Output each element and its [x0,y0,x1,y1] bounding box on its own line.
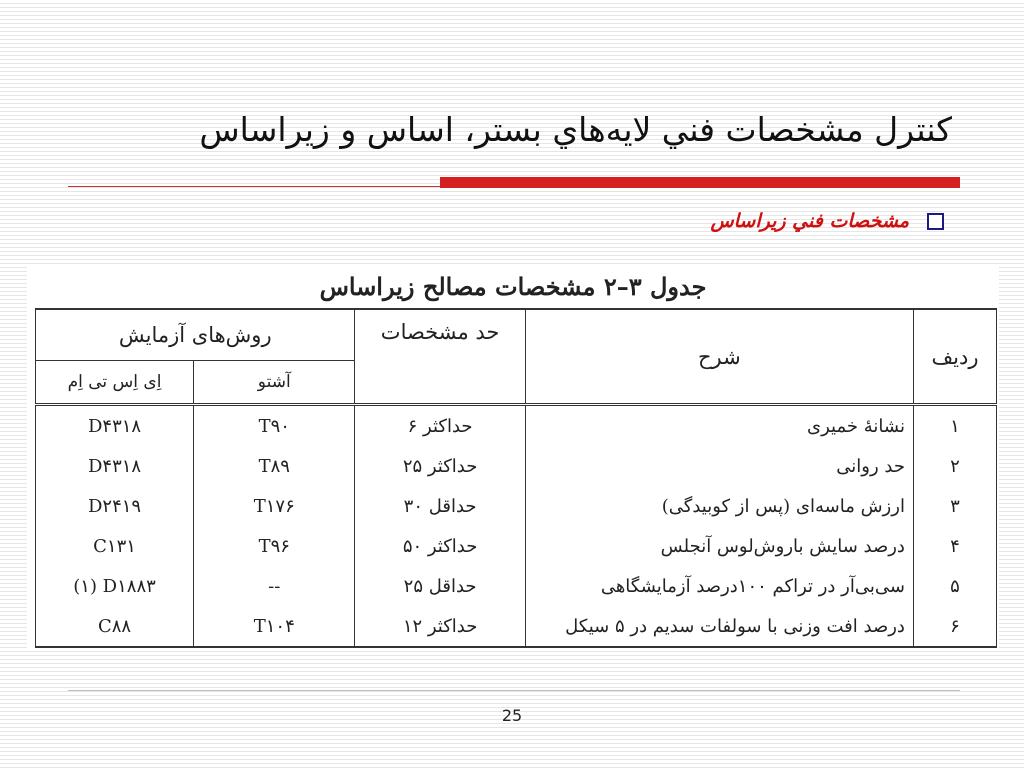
cell-description: درصد افت وزنی با سولفات سدیم در ۵ سیکل [525,606,913,647]
cell-limit: حداکثر ۲۵ [355,446,525,486]
cell-row-no: ۴ [913,526,996,566]
table-row [36,446,997,486]
title-accent-bar [440,177,960,188]
cell-row-no: ۱ [913,405,996,447]
cell-astm: C۸۸ [36,606,194,647]
slide-title: کنترل مشخصات فني لايه‌هاي بستر، اساس و زيراساس [199,110,952,149]
table-row [36,405,997,447]
header-description: شرح [525,309,913,405]
cell-limit: حداقل ۳۰ [355,486,525,526]
cell-aashto: T۸۹ [194,446,355,486]
cell-row-no: ۶ [913,606,996,647]
table-caption: جدول ۳–۲ مشخصات مصالح زیراساس [319,272,707,301]
cell-description: نشانهٔ خمیری [525,405,913,447]
table-row [36,486,997,526]
cell-description: سی‌بی‌آر در تراکم ۱۰۰درصد آزمایشگاهی [525,566,913,606]
cell-row-no: ۳ [913,486,996,526]
cell-limit: حداقل ۲۵ [355,566,525,606]
cell-astm: (۱) D۱۸۸۳ [36,566,194,606]
header-row-no: ردیف [913,309,996,405]
cell-row-no: ۲ [913,446,996,486]
page-number: 25 [501,706,523,725]
table-row [36,566,997,606]
cell-description: درصد سایش باروش‌لوس آنجلس [525,526,913,566]
table-row [36,526,997,566]
cell-astm: D۴۳۱۸ [36,446,194,486]
square-bullet-icon [927,213,944,230]
cell-aashto: T۱۰۴ [194,606,355,647]
cell-astm: D۲۴۱۹ [36,486,194,526]
cell-row-no: ۵ [913,566,996,606]
cell-aashto: T۹۰ [194,405,355,447]
cell-limit: حداکثر ۵۰ [355,526,525,566]
footer-divider-line [68,690,960,691]
cell-description: حد روانی [525,446,913,486]
cell-description: ارزش ماسه‌ای (پس از کوبیدگی) [525,486,913,526]
header-aashto: آشتو [194,361,355,405]
specs-table [35,308,997,648]
cell-aashto: -- [194,566,355,606]
cell-limit: حداکثر ۱۲ [355,606,525,647]
header-limit: حد مشخصات [355,309,525,405]
header-astm: اِی اِس تی اِم [36,361,194,405]
cell-aashto: T۹۶ [194,526,355,566]
cell-aashto: T۱۷۶ [194,486,355,526]
title-divider-line [68,186,440,187]
cell-limit: حداکثر ۶ [355,405,525,447]
cell-astm: C۱۳۱ [36,526,194,566]
bullet-item [710,206,944,236]
cell-astm: D۴۳۱۸ [36,405,194,447]
scanned-table-image [27,264,999,648]
subheading: مشخصات فني زيراساس [710,210,909,232]
header-test-methods: روش‌های آزمایش [36,309,355,361]
table-row [36,606,997,647]
